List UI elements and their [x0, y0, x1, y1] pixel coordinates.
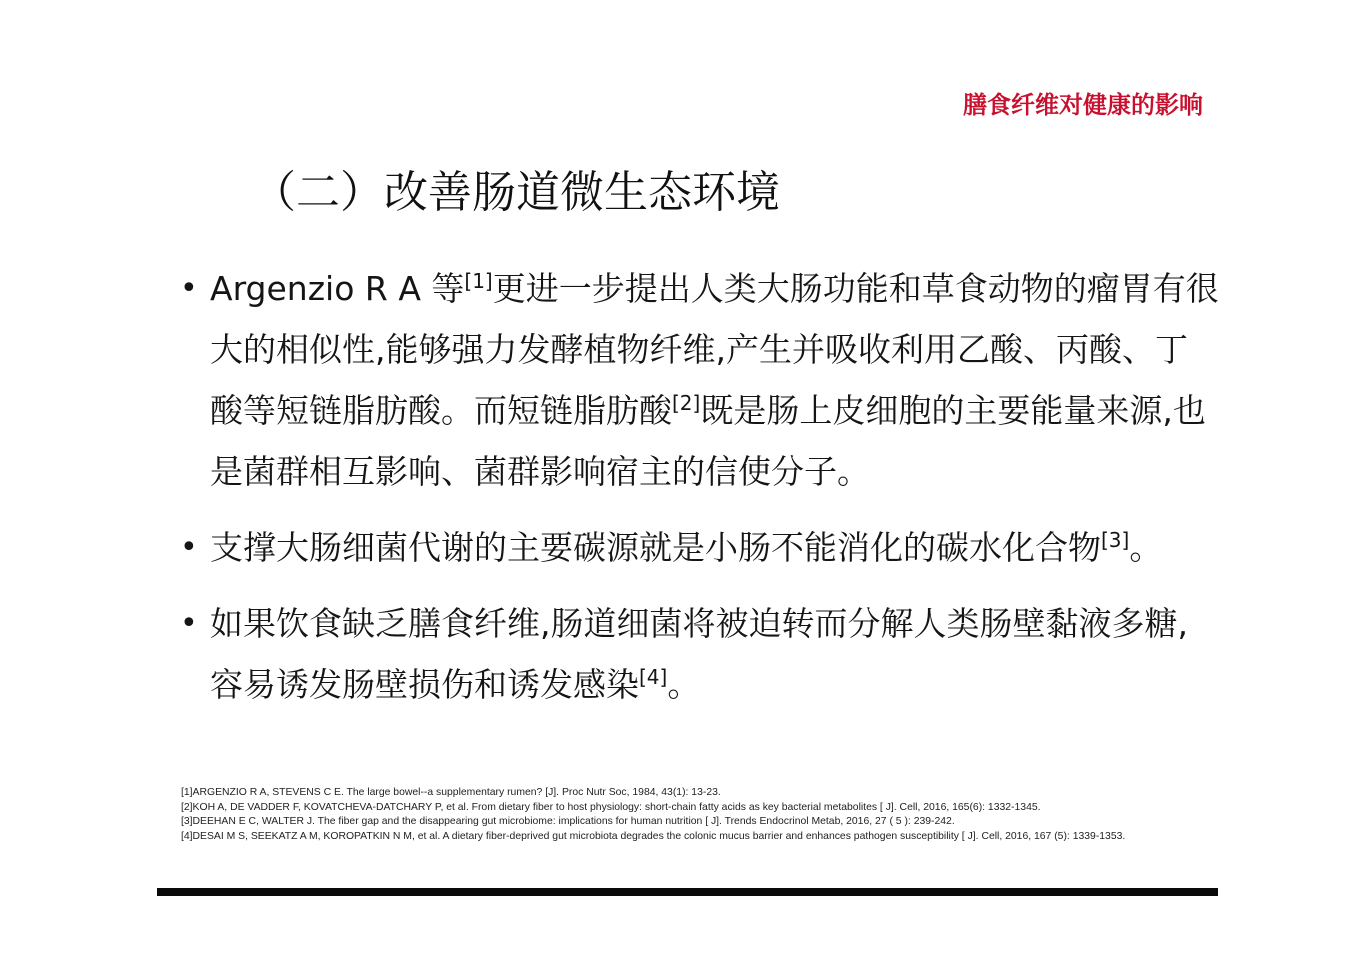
- citation-marker: [1]: [464, 269, 493, 293]
- reference-item: [2]KOH A, DE VADDER F, KOVATCHEVA-DATCHARY P, et al. From dietary fiber to host physiology: short-chain fatty acids as key bacterial metabolites [ J]. Cell, 2016, 165(6): 1332-1345.: [181, 801, 1041, 813]
- slide-title: （二）改善肠道微生态环境: [252, 167, 780, 218]
- reference-item: [1]ARGENZIO R A, STEVENS C E. The large bowel--a supplementary rumen? [J]. Proc Nutr Soc, 1984, 43(1): 13-23.: [181, 787, 721, 798]
- bullet-item-1: [180, 258, 1220, 502]
- reference-item: [3]DEEHAN E C, WALTER J. The fiber gap and the disappearing gut microbiome: implications for human nutrition [ J]. Trends Endocrinol Metab, 2016, 27 ( 5 ): 239-242.: [181, 816, 955, 827]
- bullet-text: Argenzio R A 等: [210, 269, 465, 308]
- reference-item: [4]DESAI M S, SEEKATZ A M, KOROPATKIN N M, et al. A dietary fiber-deprived gut microbiota degrades the colonic mucus barrier and enhances pathogen susceptibility [ J]. Cell, 2016, 167 (5): 1339-1353.: [181, 830, 1126, 842]
- section-tag: 膳食纤维对健康的影响: [963, 91, 1203, 119]
- bullet-item-2: [180, 517, 1220, 578]
- bullet-text: 如果饮食缺乏膳食纤维,肠道细菌将被迫转而分解人类肠壁黏液多糖,容易诱发肠壁损伤和诱发感染: [210, 604, 1188, 704]
- citation-marker: [4]: [639, 665, 668, 689]
- bullet-text: 既是肠上皮细胞的主要能量来源,也是菌群相互影响、菌群影响宿主的信使分子。: [210, 391, 1206, 491]
- bullet-text: 更进一步提出人类大肠功能和草食动物的瘤胃有很大的相似性,能够强力发酵植物纤维,产生并吸收利用乙酸、丙酸、丁酸等短链脂肪酸。而短链脂肪酸: [210, 269, 1219, 430]
- bullet-text: 。: [667, 665, 701, 704]
- bullet-item-3: [180, 593, 1220, 715]
- citation-marker: [2]: [672, 391, 701, 415]
- references: [181, 786, 1181, 844]
- citation-marker: [3]: [1101, 528, 1130, 552]
- bullet-text: 。: [1129, 528, 1163, 567]
- bullet-text: 支撑大肠细菌代谢的主要碳源就是小肠不能消化的碳水化合物: [210, 528, 1101, 567]
- footer-divider: [157, 888, 1218, 896]
- bullet-list: [180, 258, 1220, 730]
